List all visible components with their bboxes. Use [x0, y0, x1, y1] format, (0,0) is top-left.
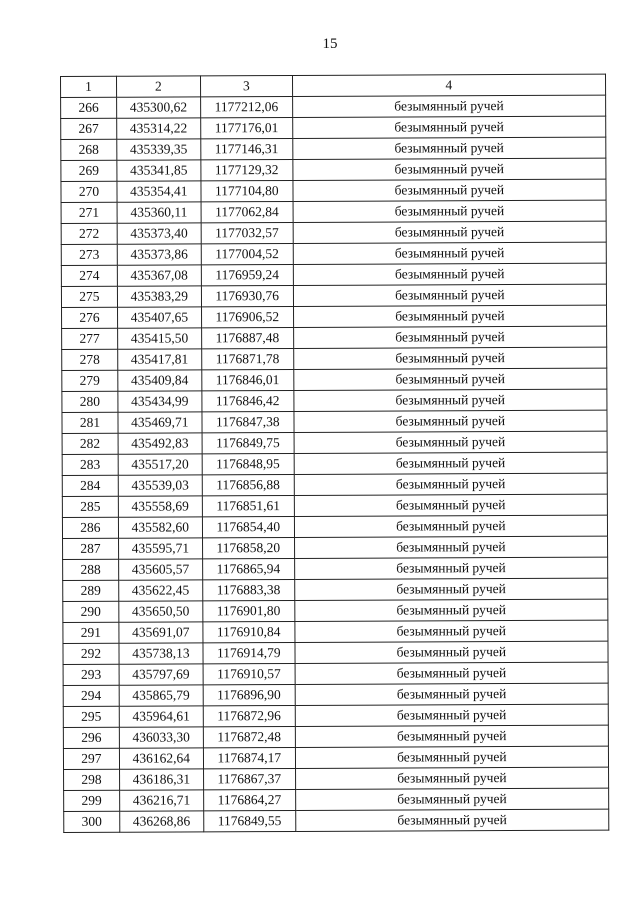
description-cell: безымянный ручей: [295, 767, 608, 789]
point-number-cell: 281: [62, 412, 118, 433]
description-cell: безымянный ручей: [293, 326, 606, 348]
y-coordinate-cell: 1176867,37: [203, 768, 295, 789]
x-coordinate-cell: 435417,81: [118, 349, 202, 370]
x-coordinate-cell: 435865,79: [119, 685, 203, 706]
table-row: [61, 200, 606, 223]
description-cell: безымянный ручей: [294, 389, 607, 411]
point-number-cell: 285: [62, 496, 118, 517]
point-number-cell: 275: [61, 286, 117, 307]
y-coordinate-cell: 1177212,06: [200, 96, 292, 117]
y-coordinate-cell: 1177129,32: [201, 159, 293, 180]
point-number-cell: 288: [63, 559, 119, 580]
description-cell: безымянный ручей: [295, 683, 608, 705]
x-coordinate-cell: 435650,50: [119, 601, 203, 622]
point-number-cell: 300: [64, 811, 120, 832]
table-row: [63, 683, 608, 706]
point-number-cell: 274: [61, 265, 117, 286]
description-cell: безымянный ручей: [295, 746, 608, 768]
y-coordinate-cell: 1176848,95: [202, 453, 294, 474]
point-number-cell: 272: [61, 223, 117, 244]
y-coordinate-cell: 1176858,20: [202, 537, 294, 558]
x-coordinate-cell: 435797,69: [119, 664, 203, 685]
x-coordinate-cell: 435622,45: [119, 580, 203, 601]
column-header-y-coordinate: 3: [200, 75, 292, 96]
point-number-cell: 296: [63, 727, 119, 748]
x-coordinate-cell: 436186,31: [119, 769, 203, 790]
description-cell: безымянный ручей: [294, 515, 607, 537]
x-coordinate-cell: 435964,61: [119, 706, 203, 727]
column-header-x-coordinate: 2: [116, 76, 200, 97]
description-cell: безымянный ручей: [292, 137, 605, 159]
table-row: [62, 368, 607, 391]
x-coordinate-cell: 435595,71: [118, 538, 202, 559]
x-coordinate-cell: 435367,08: [117, 265, 201, 286]
table-row: [62, 389, 607, 412]
x-coordinate-cell: 435339,35: [117, 139, 201, 160]
description-cell: безымянный ручей: [292, 95, 605, 117]
point-number-cell: 292: [63, 643, 119, 664]
y-coordinate-cell: 1176854,40: [202, 516, 294, 537]
point-number-cell: 267: [61, 118, 117, 139]
x-coordinate-cell: 435434,99: [118, 391, 202, 412]
description-cell: безымянный ручей: [295, 788, 608, 810]
table-row: [61, 221, 606, 244]
y-coordinate-cell: 1176906,52: [201, 306, 293, 327]
table-row: [62, 326, 607, 349]
table-row: [62, 410, 607, 433]
point-number-cell: 284: [62, 475, 118, 496]
y-coordinate-cell: 1177176,01: [200, 117, 292, 138]
description-cell: безымянный ручей: [294, 368, 607, 390]
column-header-point-number: 1: [61, 76, 117, 97]
page-number: 15: [322, 36, 338, 52]
x-coordinate-cell: 435558,69: [118, 496, 202, 517]
point-number-cell: 278: [62, 349, 118, 370]
y-coordinate-cell: 1176874,17: [203, 747, 295, 768]
point-number-cell: 280: [62, 391, 118, 412]
table-row: [61, 95, 606, 118]
table-row: [63, 662, 608, 685]
table-row: [63, 557, 608, 580]
point-number-cell: 269: [61, 160, 117, 181]
point-number-cell: 291: [63, 622, 119, 643]
table-row: [64, 809, 609, 832]
y-coordinate-cell: 1176847,38: [202, 411, 294, 432]
x-coordinate-cell: 435539,03: [118, 475, 202, 496]
y-coordinate-cell: 1176872,96: [203, 705, 295, 726]
description-cell: безымянный ручей: [293, 305, 606, 327]
y-coordinate-cell: 1177032,57: [201, 222, 293, 243]
description-cell: безымянный ручей: [293, 284, 606, 306]
description-cell: безымянный ручей: [295, 599, 608, 621]
x-coordinate-cell: 436216,71: [120, 790, 204, 811]
description-cell: безымянный ручей: [293, 221, 606, 243]
coordinates-table: [60, 74, 609, 833]
x-coordinate-cell: 435469,71: [118, 412, 202, 433]
point-number-cell: 299: [64, 790, 120, 811]
x-coordinate-cell: 436268,86: [120, 811, 204, 832]
point-number-cell: 283: [62, 454, 118, 475]
table-row: [62, 473, 607, 496]
x-coordinate-cell: 435691,07: [119, 622, 203, 643]
x-coordinate-cell: 435517,20: [118, 454, 202, 475]
x-coordinate-cell: 435738,13: [119, 643, 203, 664]
table-row: [63, 704, 608, 727]
description-cell: безымянный ручей: [294, 578, 607, 600]
x-coordinate-cell: 435354,41: [117, 181, 201, 202]
table-row: [62, 494, 607, 517]
column-header-description: 4: [292, 74, 605, 96]
table-row: [62, 305, 607, 328]
description-cell: безымянный ручей: [295, 620, 608, 642]
y-coordinate-cell: 1176914,79: [203, 642, 295, 663]
point-number-cell: 287: [63, 538, 119, 559]
table-row: [61, 179, 606, 202]
x-coordinate-cell: 435582,60: [118, 517, 202, 538]
y-coordinate-cell: 1176959,24: [201, 264, 293, 285]
description-cell: безымянный ручей: [294, 473, 607, 495]
point-number-cell: 268: [61, 139, 117, 160]
table-row: [62, 347, 607, 370]
description-cell: безымянный ручей: [294, 536, 607, 558]
point-number-cell: 289: [63, 580, 119, 601]
x-coordinate-cell: 435373,40: [117, 223, 201, 244]
table-row: [61, 116, 606, 139]
description-cell: безымянный ручей: [293, 179, 606, 201]
y-coordinate-cell: 1177104,80: [201, 180, 293, 201]
description-cell: безымянный ручей: [294, 431, 607, 453]
point-number-cell: 290: [63, 601, 119, 622]
table-row: [63, 599, 608, 622]
table-row: [63, 620, 608, 643]
point-number-cell: 282: [62, 433, 118, 454]
y-coordinate-cell: 1176865,94: [202, 558, 294, 579]
table-row: [61, 242, 606, 265]
description-cell: безымянный ручей: [294, 494, 607, 516]
y-coordinate-cell: 1176846,01: [202, 369, 294, 390]
description-cell: безымянный ручей: [295, 641, 608, 663]
point-number-cell: 297: [63, 748, 119, 769]
table-row: [61, 137, 606, 160]
point-number-cell: 270: [61, 181, 117, 202]
table-row: [63, 746, 608, 769]
table-row: [63, 641, 608, 664]
x-coordinate-cell: 435314,22: [117, 118, 201, 139]
y-coordinate-cell: 1176930,76: [201, 285, 293, 306]
y-coordinate-cell: 1176871,78: [202, 348, 294, 369]
description-cell: безымянный ручей: [293, 263, 606, 285]
point-number-cell: 286: [62, 517, 118, 538]
x-coordinate-cell: 435605,57: [118, 559, 202, 580]
table-header-row: [61, 74, 606, 97]
description-cell: безымянный ручей: [294, 452, 607, 474]
x-coordinate-cell: 435415,50: [117, 328, 201, 349]
point-number-cell: 277: [62, 328, 118, 349]
y-coordinate-cell: 1176901,80: [203, 600, 295, 621]
y-coordinate-cell: 1176887,48: [201, 327, 293, 348]
table-row: [64, 767, 609, 790]
description-cell: безымянный ручей: [295, 809, 608, 831]
x-coordinate-cell: 435360,11: [117, 202, 201, 223]
point-number-cell: 298: [64, 769, 120, 790]
table-row: [62, 515, 607, 538]
description-cell: безымянный ручей: [295, 725, 608, 747]
x-coordinate-cell: 435383,29: [117, 286, 201, 307]
table-row: [64, 788, 609, 811]
y-coordinate-cell: 1176883,38: [203, 579, 295, 600]
description-cell: безымянный ручей: [293, 200, 606, 222]
table-row: [61, 284, 606, 307]
y-coordinate-cell: 1176849,75: [202, 432, 294, 453]
table-row: [63, 725, 608, 748]
x-coordinate-cell: 435373,86: [117, 244, 201, 265]
x-coordinate-cell: 436162,64: [119, 748, 203, 769]
description-cell: безымянный ручей: [293, 347, 606, 369]
table-row: [62, 452, 607, 475]
point-number-cell: 293: [63, 664, 119, 685]
y-coordinate-cell: 1176856,88: [202, 474, 294, 495]
x-coordinate-cell: 435409,84: [118, 370, 202, 391]
table-row: [61, 263, 606, 286]
table-row: [63, 536, 608, 559]
y-coordinate-cell: 1176872,48: [203, 726, 295, 747]
y-coordinate-cell: 1176849,55: [204, 810, 296, 831]
table-row: [61, 158, 606, 181]
y-coordinate-cell: 1177062,84: [201, 201, 293, 222]
y-coordinate-cell: 1176896,90: [203, 684, 295, 705]
point-number-cell: 279: [62, 370, 118, 391]
description-cell: безымянный ручей: [293, 158, 606, 180]
y-coordinate-cell: 1176864,27: [203, 789, 295, 810]
x-coordinate-cell: 435407,65: [117, 307, 201, 328]
y-coordinate-cell: 1176910,57: [203, 663, 295, 684]
point-number-cell: 271: [61, 202, 117, 223]
table-row: [63, 578, 608, 601]
description-cell: безымянный ручей: [295, 704, 608, 726]
x-coordinate-cell: 435492,83: [118, 433, 202, 454]
y-coordinate-cell: 1176910,84: [203, 621, 295, 642]
x-coordinate-cell: 435341,85: [117, 160, 201, 181]
x-coordinate-cell: 435300,62: [116, 97, 200, 118]
y-coordinate-cell: 1177004,52: [201, 243, 293, 264]
y-coordinate-cell: 1176851,61: [202, 495, 294, 516]
y-coordinate-cell: 1177146,31: [201, 138, 293, 159]
point-number-cell: 295: [63, 706, 119, 727]
description-cell: безымянный ручей: [294, 410, 607, 432]
point-number-cell: 273: [61, 244, 117, 265]
x-coordinate-cell: 436033,30: [119, 727, 203, 748]
table-row: [62, 431, 607, 454]
point-number-cell: 266: [61, 97, 117, 118]
point-number-cell: 294: [63, 685, 119, 706]
y-coordinate-cell: 1176846,42: [202, 390, 294, 411]
description-cell: безымянный ручей: [295, 662, 608, 684]
description-cell: безымянный ручей: [292, 116, 605, 138]
description-cell: безымянный ручей: [294, 557, 607, 579]
point-number-cell: 276: [62, 307, 118, 328]
description-cell: безымянный ручей: [293, 242, 606, 264]
